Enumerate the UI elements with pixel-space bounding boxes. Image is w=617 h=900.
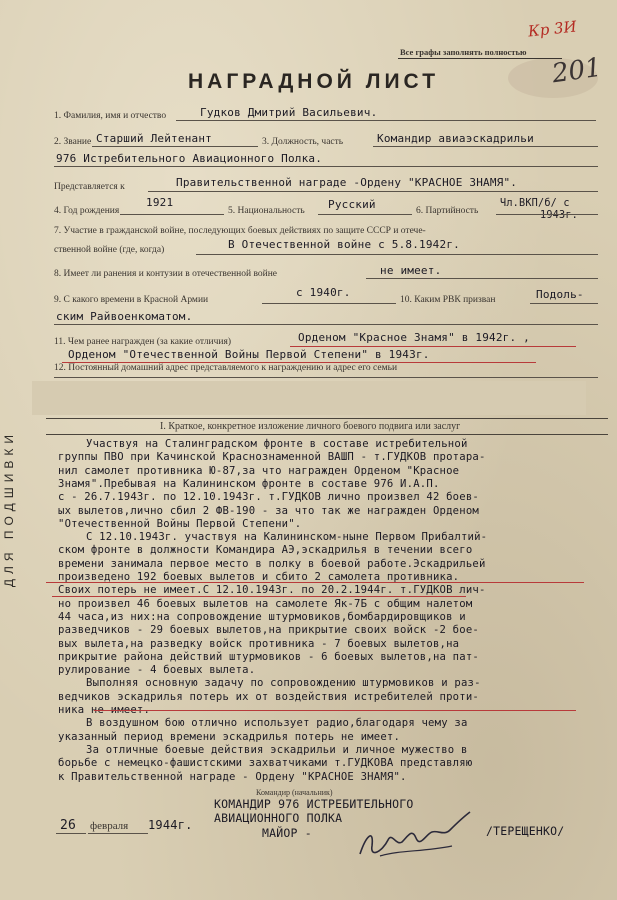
narrative-line: произведено 192 боевых вылетов и сбито 2 самолета противника. xyxy=(58,571,460,583)
narrative-line: группы ПВО при Качинской Краснознаменной ВАШП - т.ГУДКОВ протара- xyxy=(58,451,486,464)
field-10-label: 10. Каким РВК призван xyxy=(400,295,496,305)
narrative-line: времени занимала первое место в полку в боевой работе.Эскадрильей xyxy=(58,557,486,570)
field-4-label: 4. Год рождения xyxy=(54,206,120,216)
field-5-line xyxy=(318,214,412,215)
narrative-line: разведчиков - 29 боевых вылетов,на прикрытие своих войск -2 бое- xyxy=(58,624,479,637)
narrative-line: ском фронте в должности Командира АЭ,эскадрилья в течении всего xyxy=(58,544,473,557)
date-year: 1944г. xyxy=(148,818,193,832)
field-12-line xyxy=(54,377,598,378)
binding-margin-label: ДЛЯ ПОДШИВКИ xyxy=(2,430,16,588)
narrative-line: рулирование - 4 боевых вылета. xyxy=(58,664,256,677)
field-12-label: 12. Постоянный домашний адрес представляемого к награждению и адрес его семьи xyxy=(54,363,398,373)
handwritten-signature xyxy=(352,806,482,866)
field-10-value: Подоль- xyxy=(536,288,584,301)
date-month: февраля xyxy=(90,820,129,832)
date-day-line xyxy=(56,833,86,834)
narrative-line: прикрытие района действий штурмовиков - 6 боевых вылетов,на пат- xyxy=(58,650,479,663)
signature-name: /ТЕРЕЩЕНКО/ xyxy=(486,824,565,838)
narrative-line: к Правительственной награде - Ордену "КРАСНОЕ ЗНАМЯ". xyxy=(58,770,407,783)
signature-role-2: АВИАЦИОННОГО ПОЛКА xyxy=(214,811,343,825)
field-7-value: В Отечественной войне с 5.8.1942г. xyxy=(228,238,460,251)
presented-value: Правительственной награде -Ордену "КРАСНОЕ ЗНАМЯ". xyxy=(176,176,518,189)
field-11-label: 11. Чем ранее награжден (за какие отличия) xyxy=(54,337,232,347)
narrative-line: ника не имеет. xyxy=(58,704,151,716)
corner-mark-number: 201 xyxy=(550,52,604,90)
narrative-red-underline-1 xyxy=(46,582,584,583)
narrative-line: указанный период времени эскадрилья потерь не имеет. xyxy=(58,730,401,743)
field-7-label-a: 7. Участие в гражданской войне, последующих боевых действиях по защите СССР и отече- xyxy=(54,226,426,236)
field-11-value: Орденом "Красное Знамя" в 1942г. , xyxy=(298,331,530,344)
fill-all-fields-note: Все графы заполнять полностью xyxy=(400,47,527,57)
narrative-line: но произвел 46 боевых вылетов на самолете Як-7Б с общим налетом xyxy=(58,597,473,610)
field-7-label-b: ственной войне (где, когда) xyxy=(54,245,165,255)
field-11-value-cont: Орденом "Отечественной Войны Первой Степени" в 1943г. xyxy=(68,348,430,361)
narrative-line: ведчиков эскадрилья потерь их от воздействия истребителей проти- xyxy=(58,690,479,703)
field-2-value: Старший Лейтенант xyxy=(96,132,212,145)
field-3-value: Командир авиаэскадрильи xyxy=(377,132,534,145)
document-title: НАГРАДНОЙ ЛИСТ xyxy=(188,70,440,93)
field-10-value-cont: ским Райвоенкоматом. xyxy=(56,310,193,323)
field-6-label: 6. Партийность xyxy=(416,206,479,216)
field-8-line xyxy=(366,278,598,279)
field-3-line xyxy=(373,146,598,147)
corner-mark-red: Кр 3И xyxy=(527,17,578,41)
narrative-line: В воздушном бою отлично использует радио,благодаря чему за xyxy=(86,717,468,730)
narrative-red-underline-2 xyxy=(52,596,466,597)
field-8-value: не имеет. xyxy=(380,264,442,277)
section-header: I. Краткое, конкретное изложение личного боевого подвига или заслуг xyxy=(160,421,461,432)
field-4-value: 1921 xyxy=(146,196,174,209)
field-9-value: с 1940г. xyxy=(296,286,351,299)
narrative-line: нил самолет противника Ю-87,за что награжден Орденом "Красное xyxy=(58,464,460,477)
narrative-line: борьбе с немецко-фашистскими захватчиками т.ГУДКОВА представляю xyxy=(58,757,473,770)
field-5-label: 5. Национальность xyxy=(228,206,305,216)
field-2-label: 2. Звание xyxy=(54,137,92,147)
narrative-line: За отличные боевые действия эскадрильи и личное мужество в xyxy=(86,743,468,756)
note-underline xyxy=(398,58,562,59)
narrative-line: "Отечественной Войны Первой Степени". xyxy=(58,517,302,530)
signature-role-1: КОМАНДИР 976 ИСТРЕБИТЕЛЬНОГО xyxy=(214,797,414,811)
field-3-value-cont: 976 Истребительного Авиационного Полка. xyxy=(56,152,323,165)
narrative-red-underline-3 xyxy=(94,710,576,711)
field-9-label: 9. С какого времени в Красной Армии xyxy=(54,295,209,305)
field-2-line xyxy=(92,146,258,147)
date-day: 26 xyxy=(60,818,77,833)
date-month-line xyxy=(88,833,148,834)
field-11-red-underline xyxy=(290,346,576,347)
redacted-address-area xyxy=(32,381,586,415)
narrative-line: Знамя".Пребывая на Калининском фронте в составе 976 И.А.П. xyxy=(58,477,440,490)
field-6-value-year: 1943г. xyxy=(540,210,579,221)
narrative-line: Своих потерь не имеет.С 12.10.1943г. по 20.2.1944г. т.ГУДКОВ лич- xyxy=(58,584,486,597)
field-6-value: Чл.ВКП/б/ с xyxy=(500,198,570,209)
field-1-label: 1. Фамилия, имя и отчество xyxy=(54,111,167,121)
field-8-label: 8. Имеет ли ранения и контузии в отечественной войне xyxy=(54,269,278,279)
presented-label: Представляется к xyxy=(54,182,125,192)
field-7-line xyxy=(196,254,598,255)
field-4-line xyxy=(120,214,224,215)
narrative-line: ых вылетов,лично сбил 2 ФВ-190 - за что так же награжден Орденом xyxy=(58,504,479,517)
field-10-line-2 xyxy=(54,324,598,325)
narrative-line: с - 26.7.1943г. по 12.10.1943г. т.ГУДКОВ лично произвел 42 боев- xyxy=(58,491,479,504)
field-3-label: 3. Должность, часть xyxy=(262,137,344,147)
signature-role-printed: Командир (начальник) xyxy=(256,788,333,797)
narrative-line: вых вылета,на разведку войск противника - 7 боевых вылетов,на xyxy=(58,637,460,650)
signature-rank: МАЙОР - xyxy=(262,826,312,840)
field-3-line-2 xyxy=(54,166,598,167)
field-5-value: Русский xyxy=(328,198,376,211)
field-9-line xyxy=(262,303,396,304)
presented-line xyxy=(148,191,598,192)
narrative-line: 44 часа,из них:на сопровождение штурмовиков,бомбардировщиков и xyxy=(58,610,466,623)
narrative-line: С 12.10.1943г. участвуя на Калининском-ныне Первом Прибалтий- xyxy=(86,531,488,544)
narrative-line: Участвуя на Сталинградском фронте в составе истребительной xyxy=(86,438,468,450)
narrative-line: Выполняя основную задачу по сопровождению штурмовиков и раз- xyxy=(86,677,481,690)
field-6-line xyxy=(496,214,598,215)
field-10-line xyxy=(530,303,598,304)
field-1-value: Гудков Дмитрий Васильевич. xyxy=(200,106,378,119)
field-1-line xyxy=(176,120,596,121)
